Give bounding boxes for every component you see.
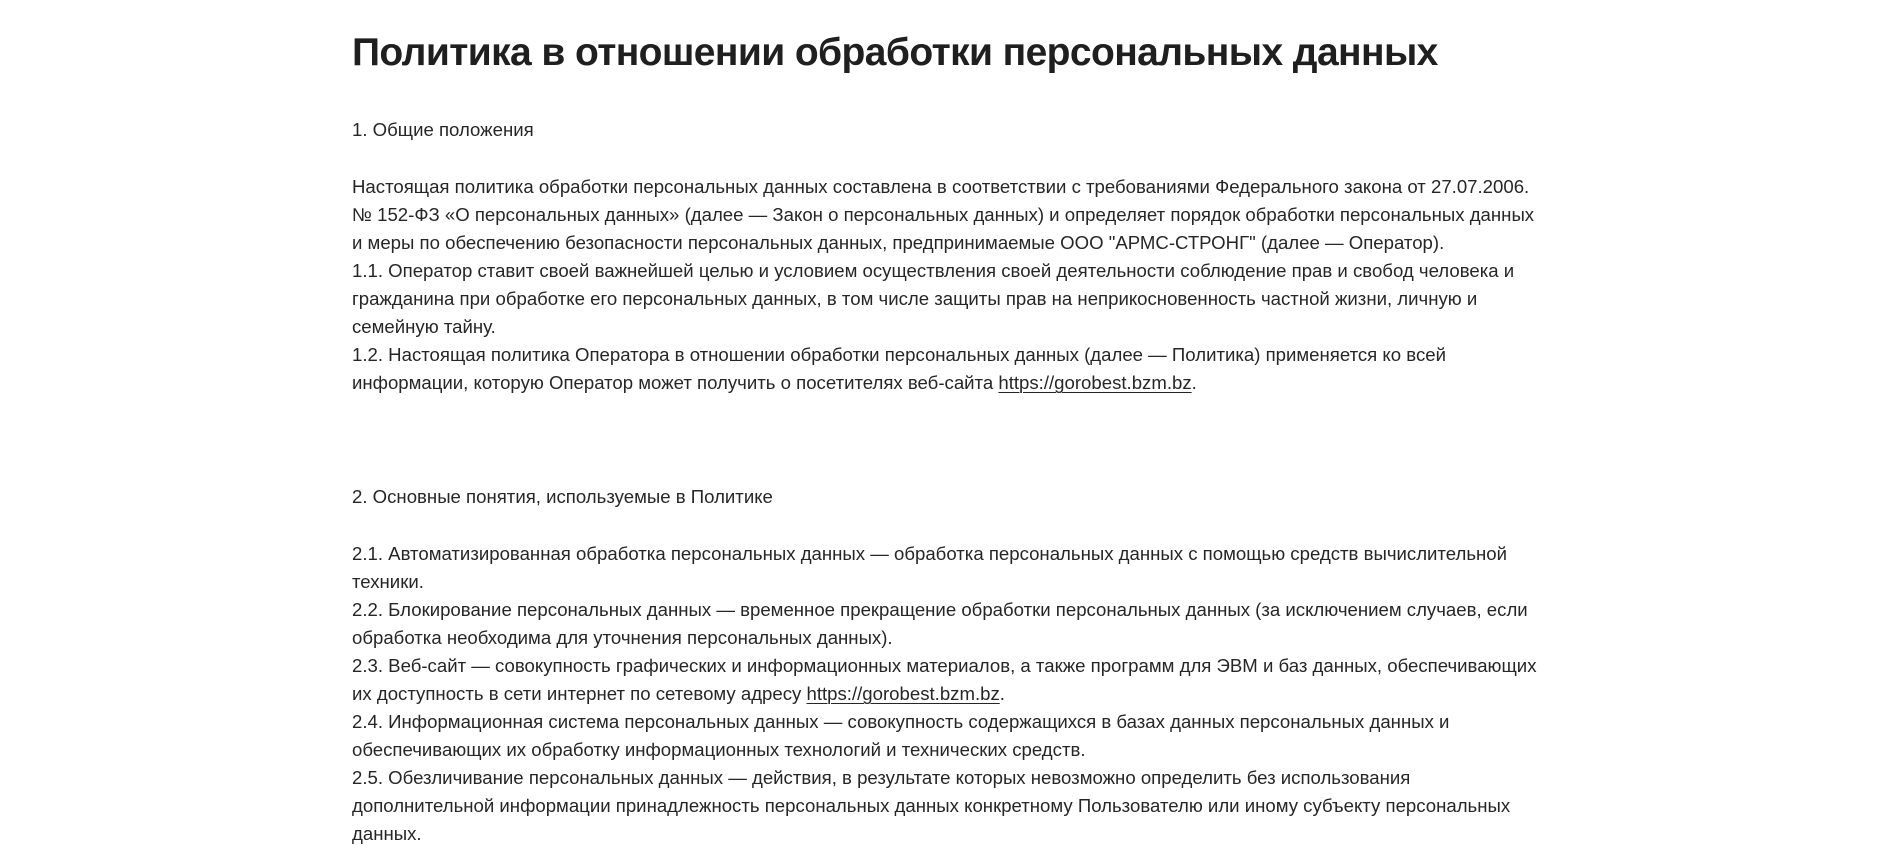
section-2-heading: 2. Основные понятия, используемые в Политике — [352, 486, 773, 507]
paragraph-2-5-line: дополнительной информации принадлежность персональных данных конкретному Пользователю или иному субъекту персональных — [352, 795, 1511, 816]
intro-line: и меры по обеспечению безопасности персональных данных, предпринимаемые ООО "АРМС-СТРОНГ" (далее — Оператор). — [352, 232, 1445, 253]
section-1-heading: 1. Общие положения — [352, 119, 534, 140]
paragraph-2-1-line: техники. — [352, 571, 424, 592]
paragraph-1-1-line: семейную тайну. — [352, 316, 496, 337]
punctuation: . — [1191, 372, 1197, 393]
page-title: Политика в отношении обработки персональных данных — [352, 31, 1438, 74]
punctuation: . — [999, 683, 1005, 704]
paragraph-1-2-text: информации, которую Оператор может получить о посетителях веб-сайта — [352, 372, 999, 393]
paragraph-1-2-line: 1.2. Настоящая политика Оператора в отношении обработки персональных данных (далее — Политика) применяется ко всей — [352, 344, 1446, 365]
paragraph-2-1-line: 2.1. Автоматизированная обработка персональных данных — обработка персональных данных с помощью средств вычислительной — [352, 543, 1507, 564]
paragraph-2-5-line: данных. — [352, 823, 422, 844]
paragraph-2-2-line: обработка необходима для уточнения персональных данных). — [352, 627, 893, 648]
paragraph-2-5-line: 2.5. Обезличивание персональных данных — действия, в результате которых невозможно определить без использования — [352, 767, 1411, 788]
paragraph-2-2-line: 2.2. Блокирование персональных данных — временное прекращение обработки персональных данных (за исключением случаев, если — [352, 599, 1528, 620]
paragraph-1-1-line: 1.1. Оператор ставит своей важнейшей целью и условием осуществления своей деятельности соблюдение прав и свобод человека и — [352, 260, 1515, 281]
intro-line: Настоящая политика обработки персональных данных составлена в соответствии с требованиями Федерального закона от 27.07.2006. — [352, 176, 1530, 197]
paragraph-2-3-line — [352, 680, 1005, 708]
intro-line: № 152-ФЗ «О персональных данных» (далее — Закон о персональных данных) и определяет порядок обработки персональных данных — [352, 204, 1535, 225]
paragraph-1-2-line — [352, 369, 1197, 397]
paragraph-2-4-line: 2.4. Информационная система персональных данных — совокупность содержащихся в базах данных персональных данных и — [352, 711, 1450, 732]
paragraph-2-3-line: 2.3. Веб-сайт — совокупность графических и информационных материалов, а также программ для ЭВМ и баз данных, обеспечивающих — [352, 655, 1537, 676]
paragraph-2-4-line: обеспечивающих их обработку информационных технологий и технических средств. — [352, 739, 1086, 760]
website-link[interactable]: https://gorobest.bzm.bz — [806, 683, 1000, 704]
paragraph-2-3-text: их доступность в сети интернет по сетевому адресу — [352, 683, 807, 704]
website-link[interactable]: https://gorobest.bzm.bz — [998, 372, 1192, 393]
paragraph-1-1-line: гражданина при обработке его персональных данных, в том числе защиты прав на неприкосновенность частной жизни, личную и — [352, 288, 1478, 309]
